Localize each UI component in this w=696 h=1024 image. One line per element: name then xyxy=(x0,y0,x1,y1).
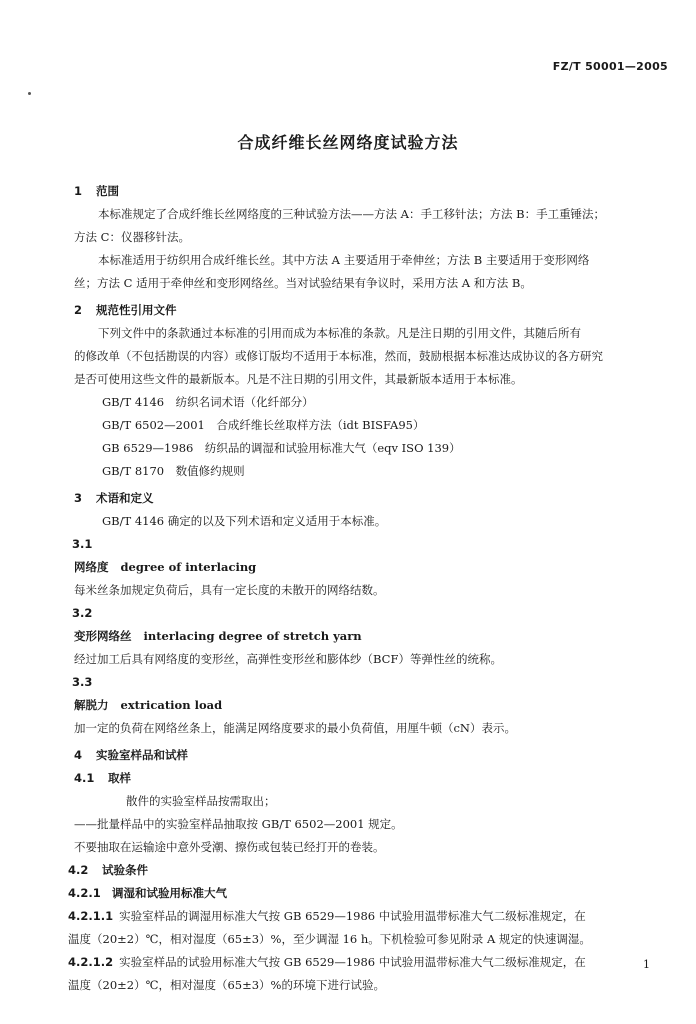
term-title xyxy=(74,556,664,579)
term-zh: 网络度 xyxy=(74,560,109,574)
clause-number: 4.2.1.1 xyxy=(68,909,114,923)
section-2-heading xyxy=(74,299,664,322)
section-title: 范围 xyxy=(96,184,119,198)
term-title xyxy=(74,694,664,717)
clause-line xyxy=(68,951,664,974)
subsection-number: 4.1 xyxy=(74,771,95,785)
clause-text: 实验室样品的调湿用标准大气按 GB 6529—1986 中试验用温带标准大气二级标准规定，在 xyxy=(119,909,586,923)
term-number: 3.1 xyxy=(72,537,93,551)
subsection-number: 4.2.1 xyxy=(68,886,101,900)
paragraph-line: ——批量样品中的实验室样品抽取按 GB/T 6502—2001 规定。 xyxy=(74,817,403,831)
paragraph-line: 丝；方法 C 适用于牵伸丝和变形网络丝。当对试验结果有争议时，采用方法 A 和方法 B。 xyxy=(74,276,532,290)
subsection-4-2-heading xyxy=(68,859,664,882)
section-1-heading xyxy=(74,180,664,203)
section-number: 4 xyxy=(74,748,83,762)
term-number: 3.2 xyxy=(72,606,93,620)
subsection-number: 4.2 xyxy=(68,863,89,877)
clause-text: 实验室样品的试验用标准大气按 GB 6529—1986 中试验用温带标准大气二级标准规定，在 xyxy=(119,955,586,969)
paragraph-line: 下列文件中的条款通过本标准的引用而成为本标准的条款。凡是注日期的引用文件，其随后所有 xyxy=(98,326,581,340)
section-title: 规范性引用文件 xyxy=(96,303,177,317)
paragraph-line: 本标准适用于纺织用合成纤维长丝。其中方法 A 主要适用于牵伸丝；方法 B 主要适用于变形网络 xyxy=(98,253,590,267)
scan-speck xyxy=(28,92,31,95)
paragraph-line: 不要抽取在运输途中意外受潮、擦伤或包装已经打开的卷装。 xyxy=(74,840,385,854)
section-3-heading xyxy=(74,487,664,510)
section-4-heading xyxy=(74,744,664,767)
paragraph-line: 是否可使用这些文件的最新版本。凡是不注日期的引用文件，其最新版本适用于本标准。 xyxy=(74,372,523,386)
term-zh: 变形网络丝 xyxy=(74,629,132,643)
section-number: 1 xyxy=(74,184,83,198)
reference-item: GB/T 4146 纺织名词术语（化纤部分） xyxy=(102,395,314,409)
term-definition: 每米丝条加规定负荷后，具有一定长度的未散开的网络结数。 xyxy=(74,583,385,597)
document-body xyxy=(68,180,664,997)
clause-line xyxy=(68,905,664,928)
term-en: extrication load xyxy=(120,698,223,712)
paragraph-line: 的修改单（不包括勘误的内容）或修订版均不适用于本标准，然而，鼓励根据本标准达成协议的各方研究 xyxy=(74,349,603,363)
page-number: 1 xyxy=(643,958,650,971)
reference-item: GB/T 6502—2001 合成纤维长丝取样方法（idt BISFA95） xyxy=(102,418,425,432)
subsection-title: 调湿和试验用标准大气 xyxy=(112,886,227,900)
reference-item: GB 6529—1986 纺织品的调湿和试验用标准大气（eqv ISO 139） xyxy=(102,441,461,455)
standard-code: FZ/T 50001—2005 xyxy=(552,60,668,73)
subsection-4-1-heading xyxy=(74,767,664,790)
paragraph-line: GB/T 4146 确定的以及下列术语和定义适用于本标准。 xyxy=(102,514,387,528)
subsection-title: 试验条件 xyxy=(102,863,148,877)
term-title xyxy=(74,625,664,648)
subsection-title: 取样 xyxy=(108,771,131,785)
section-number: 2 xyxy=(74,303,83,317)
paragraph-line: 本标准规定了合成纤维长丝网络度的三种试验方法——方法 A：手工移针法；方法 B：手工重锤法； xyxy=(98,207,606,221)
subsection-4-2-1-heading xyxy=(68,882,664,905)
paragraph-line: 方法 C：仪器移针法。 xyxy=(74,230,190,244)
term-zh: 解脱力 xyxy=(74,698,109,712)
document-title: 合成纤维长丝网络度试验方法 xyxy=(237,133,459,152)
term-en: degree of interlacing xyxy=(120,560,257,574)
section-title: 实验室样品和试样 xyxy=(96,748,188,762)
section-number: 3 xyxy=(74,491,83,505)
clause-number: 4.2.1.2 xyxy=(68,955,114,969)
term-number: 3.3 xyxy=(72,675,93,689)
term-definition: 加一定的负荷在网络丝条上，能满足网络度要求的最小负荷值，用厘牛顿（cN）表示。 xyxy=(74,721,516,735)
reference-item: GB/T 8170 数值修约规则 xyxy=(102,464,245,478)
paragraph-line: 散件的实验室样品按需取出； xyxy=(126,794,276,808)
term-en: interlacing degree of stretch yarn xyxy=(143,629,362,643)
term-definition: 经过加工后具有网络度的变形丝，高弹性变形丝和膨体纱（BCF）等弹性丝的统称。 xyxy=(74,652,502,666)
paragraph-line: 温度（20±2）℃，相对湿度（65±3）%的环境下进行试验。 xyxy=(68,978,385,992)
section-title: 术语和定义 xyxy=(96,491,154,505)
paragraph-line: 温度（20±2）℃，相对湿度（65±3）%，至少调湿 16 h。下机检验可参见附录 A 规定的快速调湿。 xyxy=(68,932,591,946)
